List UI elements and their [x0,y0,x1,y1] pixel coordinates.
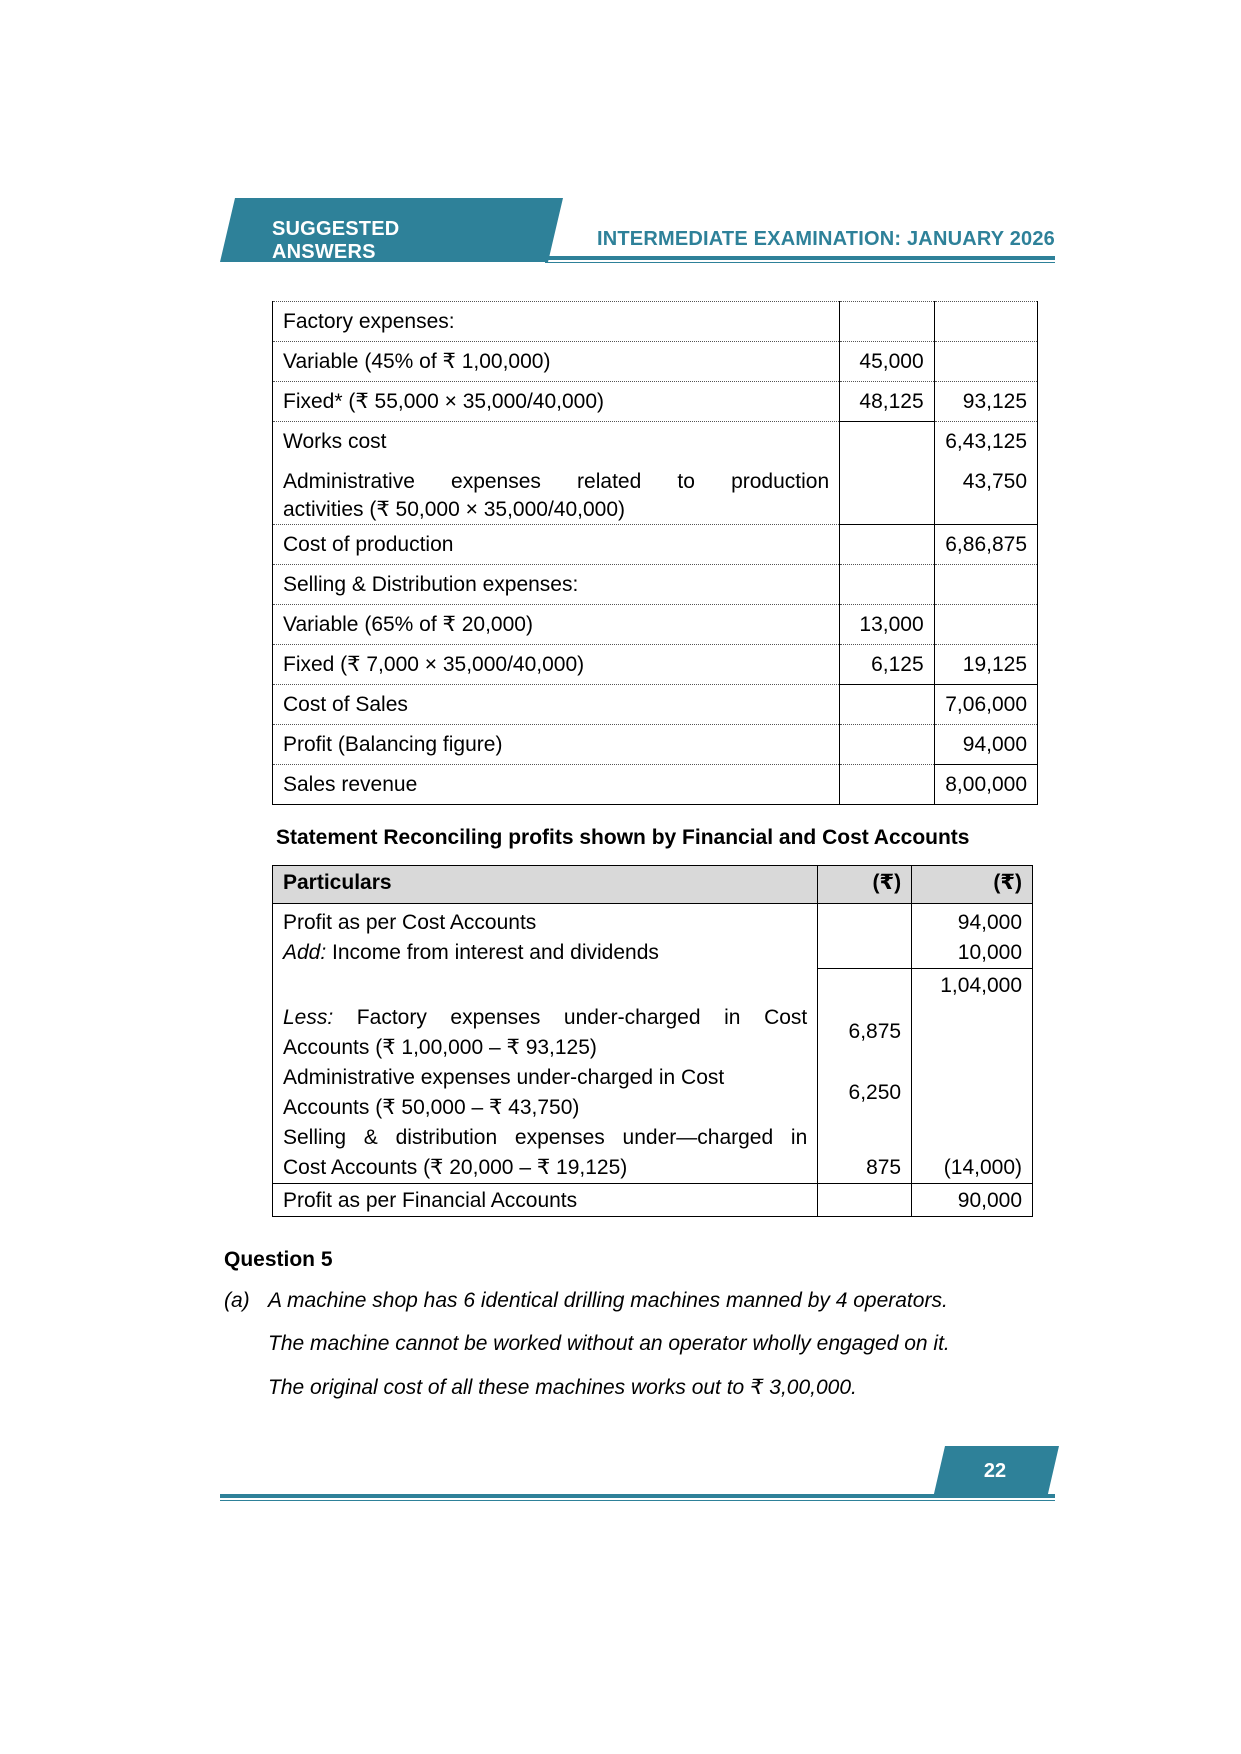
table-row [273,969,1033,1002]
subtotal-amount: 1,04,000 [940,974,1022,997]
row-amount-1 [840,462,935,525]
row-label: Fixed (₹ 7,000 × 35,000/40,000) [273,644,840,684]
row-amount-1 [818,938,912,969]
row-label: Profit as per Cost Accounts [273,904,818,939]
row-label-line2: activities (₹ 50,000 × 35,000/40,000) [283,497,625,521]
row-amount-1 [840,422,935,462]
table-row [273,1184,1033,1217]
question-line: The original cost of all these machines works out to ₹ 3,00,000. [268,1376,857,1399]
row-label [273,1123,818,1184]
row-amount-2 [934,302,1037,342]
table-row [273,1063,1033,1123]
cost-sheet-table [272,301,1038,805]
row-label-line1: Administrative expenses related to production [283,469,830,493]
row-amount-1 [840,684,935,724]
row-amount-2 [934,342,1037,382]
row-amount-2: 10,000 [912,938,1033,969]
footer-rule [220,1494,1055,1498]
header-particulars: Particulars [273,866,818,904]
row-amount-2: (14,000) [943,1156,1022,1179]
table-row [273,764,1038,804]
row-amount-2: 43,750 [934,462,1037,525]
row-amount-1: 6,875 [818,1001,912,1063]
row-amount-2 [934,604,1037,644]
row-amount-1: 13,000 [840,604,935,644]
question-title: Question 5 [224,1248,333,1271]
header-amount-1: (₹) [818,866,912,904]
row-label: Sales revenue [273,764,840,804]
row-amount-1 [840,524,935,564]
table-row [273,684,1038,724]
table-row [273,302,1038,342]
row-amount-2 [912,1001,1033,1063]
row-amount-1 [840,764,935,804]
row-label: Works cost [273,422,840,462]
row-amount-2: 94,000 [934,724,1037,764]
row-label: Variable (45% of ₹ 1,00,000) [273,342,840,382]
row-amount-2: 8,00,000 [934,764,1037,804]
table-row [273,904,1033,939]
header-rule [545,256,1055,260]
table-row [273,382,1038,422]
less-admin-line1: Administrative expenses under-charged in Cost [283,1066,725,1089]
row-label: Factory expenses: [273,302,840,342]
row-amount-1 [840,724,935,764]
less-factory-line2: Accounts (₹ 1,00,000 – ₹ 93,125) [283,1036,597,1059]
reconciliation-title: Statement Reconciling profits shown by Financial and Cost Accounts [276,826,970,849]
row-amount-2: 93,125 [934,382,1037,422]
row-amount-2 [934,564,1037,604]
footer-rule-thin [220,1500,1055,1501]
table-header-row [273,866,1033,904]
row-label [273,969,818,1002]
question-part-label: (a) [224,1289,250,1312]
table-row [273,422,1038,462]
row-amount-1 [840,302,935,342]
add-label: Income from interest and dividends [326,941,659,964]
row-amount-2: 90,000 [912,1184,1033,1217]
header-rule-thin [545,262,1055,263]
header-tab-label: SUGGESTED ANSWERS [272,218,400,263]
less-selling-line2: Cost Accounts (₹ 20,000 – ₹ 19,125) [283,1156,628,1179]
table-row [273,1001,1033,1063]
row-label [273,938,818,969]
table-row [273,724,1038,764]
table-row [273,644,1038,684]
row-amount-1: 6,125 [840,644,935,684]
reconciliation-table [272,865,1033,1217]
table-row [273,524,1038,564]
row-amount-1 [818,904,912,939]
row-amount-1: 6,250 [818,1063,912,1123]
less-prefix: Less: [283,1006,334,1029]
row-label [273,1063,818,1123]
less-factory-text: Factory expenses under-charged in Cost [333,1006,808,1029]
table-row [273,604,1038,644]
table-row [273,1123,1033,1184]
row-amount-2: 7,06,000 [934,684,1037,724]
table-row [273,462,1038,525]
row-amount-2: 6,43,125 [934,422,1037,462]
row-amount-1: 875 [818,1123,912,1184]
row-label: Selling & Distribution expenses: [273,564,840,604]
row-amount-2 [912,1063,1033,1123]
row-amount-1 [840,564,935,604]
row-amount-1 [818,969,912,1002]
header-amount-2: (₹) [912,866,1033,904]
page-number: 22 [983,1460,1007,1482]
exam-title: INTERMEDIATE EXAMINATION: JANUARY 2026 [596,228,1055,250]
row-amount-1 [818,1184,912,1217]
row-label: Profit (Balancing figure) [273,724,840,764]
row-amount-2: 6,86,875 [934,524,1037,564]
table-row [273,564,1038,604]
table-row [273,342,1038,382]
row-label: Fixed* (₹ 55,000 × 35,000/40,000) [273,382,840,422]
question-line: The machine cannot be worked without an operator wholly engaged on it. [268,1332,950,1355]
table-row [273,938,1033,969]
row-label: Cost of production [273,524,840,564]
less-selling-line1: Selling & distribution expenses under—charged in [283,1126,808,1149]
question-line: A machine shop has 6 identical drilling machines manned by 4 operators. [268,1289,948,1312]
row-label: Cost of Sales [273,684,840,724]
less-factory-line1 [283,1003,807,1033]
row-label [273,1001,818,1063]
row-label [273,462,840,525]
row-label: Variable (65% of ₹ 20,000) [273,604,840,644]
row-amount-2: 94,000 [957,911,1022,934]
row-label: Profit as per Financial Accounts [273,1184,818,1217]
less-admin-line2: Accounts (₹ 50,000 – ₹ 43,750) [283,1096,580,1119]
row-amount-1: 45,000 [840,342,935,382]
add-prefix: Add: [283,941,327,964]
row-amount-1: 48,125 [840,382,935,422]
row-amount-2: 19,125 [934,644,1037,684]
